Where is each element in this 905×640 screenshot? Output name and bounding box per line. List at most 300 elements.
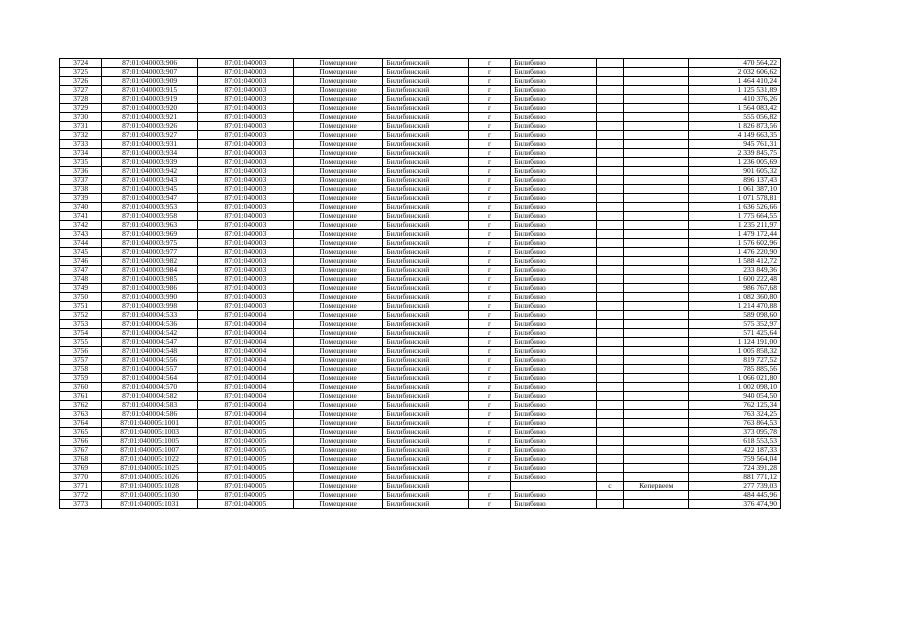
- settlement-name-cell: Билибино: [511, 401, 596, 410]
- table-row: [60, 203, 781, 212]
- locality-name-cell: [624, 59, 689, 68]
- locality-name-cell: [624, 185, 689, 194]
- object-type-cell: Помещение: [293, 68, 383, 77]
- cadastral-quarter-cell: 87:01:040004: [198, 365, 294, 374]
- settlement-type-cell: г: [468, 131, 510, 140]
- locality-type-cell: [596, 185, 624, 194]
- locality-type-cell: [596, 194, 624, 203]
- row-number-cell: 3733: [60, 140, 102, 149]
- cadastral-quarter-cell: 87:01:040004: [198, 338, 294, 347]
- cadastral-value-cell: 1 061 387,10: [689, 185, 781, 194]
- locality-name-cell: [624, 113, 689, 122]
- table-row: [60, 221, 781, 230]
- row-number-cell: 3758: [60, 365, 102, 374]
- settlement-type-cell: г: [468, 176, 510, 185]
- cadastral-quarter-cell: 87:01:040003: [198, 266, 294, 275]
- settlement-name-cell: Билибино: [511, 320, 596, 329]
- table-row: [60, 212, 781, 221]
- cadastral-quarter-cell: 87:01:040005: [198, 473, 294, 482]
- object-type-cell: Помещение: [293, 293, 383, 302]
- locality-name-cell: [624, 311, 689, 320]
- table-row: [60, 104, 781, 113]
- row-number-cell: 3756: [60, 347, 102, 356]
- row-number-cell: 3731: [60, 122, 102, 131]
- cadastral-number-cell: 87:01:040003:985: [102, 275, 198, 284]
- locality-name-cell: [624, 203, 689, 212]
- district-cell: Билибинский: [383, 473, 468, 482]
- row-number-cell: 3749: [60, 284, 102, 293]
- cadastral-number-cell: 87:01:040003:909: [102, 77, 198, 86]
- settlement-name-cell: Билибино: [511, 257, 596, 266]
- cadastral-value-cell: 1 214 470,88: [689, 302, 781, 311]
- settlement-name-cell: Билибино: [511, 284, 596, 293]
- locality-type-cell: [596, 455, 624, 464]
- table-row: [60, 446, 781, 455]
- locality-type-cell: [596, 500, 624, 509]
- row-number-cell: 3748: [60, 275, 102, 284]
- object-type-cell: Помещение: [293, 284, 383, 293]
- cadastral-quarter-cell: 87:01:040005: [198, 491, 294, 500]
- table-row: [60, 167, 781, 176]
- cadastral-quarter-cell: 87:01:040003: [198, 113, 294, 122]
- settlement-name-cell: Билибино: [511, 68, 596, 77]
- cadastral-value-cell: 763 324,25: [689, 410, 781, 419]
- settlement-type-cell: г: [468, 266, 510, 275]
- settlement-type-cell: г: [468, 203, 510, 212]
- cadastral-number-cell: 87:01:040003:921: [102, 113, 198, 122]
- locality-type-cell: [596, 356, 624, 365]
- settlement-type-cell: г: [468, 311, 510, 320]
- row-number-cell: 3764: [60, 419, 102, 428]
- table-row: [60, 185, 781, 194]
- row-number-cell: 3741: [60, 212, 102, 221]
- settlement-type-cell: г: [468, 329, 510, 338]
- object-type-cell: Помещение: [293, 491, 383, 500]
- district-cell: Билибинский: [383, 392, 468, 401]
- object-type-cell: Помещение: [293, 482, 383, 491]
- settlement-name-cell: Билибино: [511, 248, 596, 257]
- cadastral-number-cell: 87:01:040005:1022: [102, 455, 198, 464]
- settlement-type-cell: г: [468, 347, 510, 356]
- locality-type-cell: [596, 203, 624, 212]
- settlement-name-cell: Билибино: [511, 392, 596, 401]
- table-row: [60, 392, 781, 401]
- cadastral-value-cell: 762 125,34: [689, 401, 781, 410]
- locality-type-cell: [596, 464, 624, 473]
- object-type-cell: Помещение: [293, 455, 383, 464]
- district-cell: Билибинский: [383, 248, 468, 257]
- cadastral-number-cell: 87:01:040003:915: [102, 86, 198, 95]
- row-number-cell: 3726: [60, 77, 102, 86]
- cadastral-value-cell: 555 056,82: [689, 113, 781, 122]
- settlement-name-cell: Билибино: [511, 59, 596, 68]
- cadastral-value-cell: 422 187,33: [689, 446, 781, 455]
- cadastral-number-cell: 87:01:040003:939: [102, 158, 198, 167]
- locality-name-cell: [624, 446, 689, 455]
- district-cell: Билибинский: [383, 86, 468, 95]
- locality-type-cell: [596, 311, 624, 320]
- cadastral-quarter-cell: 87:01:040003: [198, 185, 294, 194]
- settlement-name-cell: Билибино: [511, 149, 596, 158]
- locality-type-cell: [596, 293, 624, 302]
- object-type-cell: Помещение: [293, 185, 383, 194]
- district-cell: Билибинский: [383, 104, 468, 113]
- cadastral-number-cell: 87:01:040003:920: [102, 104, 198, 113]
- object-type-cell: Помещение: [293, 347, 383, 356]
- locality-type-cell: [596, 95, 624, 104]
- cadastral-value-cell: 410 376,26: [689, 95, 781, 104]
- district-cell: Билибинский: [383, 401, 468, 410]
- district-cell: Билибинский: [383, 446, 468, 455]
- cadastral-quarter-cell: 87:01:040003: [198, 104, 294, 113]
- settlement-type-cell: г: [468, 320, 510, 329]
- locality-name-cell: [624, 167, 689, 176]
- settlement-type-cell: г: [468, 401, 510, 410]
- object-type-cell: Помещение: [293, 401, 383, 410]
- district-cell: Билибинский: [383, 356, 468, 365]
- object-type-cell: Помещение: [293, 95, 383, 104]
- row-number-cell: 3743: [60, 230, 102, 239]
- locality-name-cell: [624, 221, 689, 230]
- object-type-cell: Помещение: [293, 104, 383, 113]
- cadastral-value-cell: 901 605,32: [689, 167, 781, 176]
- cadastral-value-cell: 571 425,64: [689, 329, 781, 338]
- settlement-name-cell: Билибино: [511, 158, 596, 167]
- cadastral-value-cell: 4 149 663,35: [689, 131, 781, 140]
- row-number-cell: 3750: [60, 293, 102, 302]
- table-row: [60, 428, 781, 437]
- cadastral-number-cell: 87:01:040004:586: [102, 410, 198, 419]
- table-row: [60, 257, 781, 266]
- cadastral-quarter-cell: 87:01:040003: [198, 158, 294, 167]
- settlement-type-cell: г: [468, 284, 510, 293]
- cadastral-quarter-cell: 87:01:040005: [198, 446, 294, 455]
- district-cell: Билибинский: [383, 383, 468, 392]
- cadastral-quarter-cell: 87:01:040005: [198, 455, 294, 464]
- cadastral-value-cell: 1 235 211,97: [689, 221, 781, 230]
- cadastral-number-cell: 87:01:040003:919: [102, 95, 198, 104]
- table-row: [60, 419, 781, 428]
- row-number-cell: 3728: [60, 95, 102, 104]
- cadastral-number-cell: 87:01:040003:926: [102, 122, 198, 131]
- district-cell: Билибинский: [383, 113, 468, 122]
- cadastral-number-cell: 87:01:040005:1026: [102, 473, 198, 482]
- locality-type-cell: [596, 410, 624, 419]
- cadastral-value-cell: 1 576 602,96: [689, 239, 781, 248]
- cadastral-quarter-cell: 87:01:040003: [198, 230, 294, 239]
- district-cell: Билибинский: [383, 266, 468, 275]
- locality-type-cell: [596, 392, 624, 401]
- settlement-name-cell: Билибино: [511, 194, 596, 203]
- settlement-type-cell: г: [468, 158, 510, 167]
- object-type-cell: Помещение: [293, 158, 383, 167]
- row-number-cell: 3761: [60, 392, 102, 401]
- cadastral-number-cell: 87:01:040003:907: [102, 68, 198, 77]
- locality-type-cell: [596, 275, 624, 284]
- cadastral-value-cell: 819 727,52: [689, 356, 781, 365]
- table-row: [60, 266, 781, 275]
- locality-type-cell: [596, 284, 624, 293]
- district-cell: Билибинский: [383, 320, 468, 329]
- district-cell: Билибинский: [383, 500, 468, 509]
- table-row: [60, 284, 781, 293]
- cadastral-number-cell: 87:01:040004:533: [102, 311, 198, 320]
- locality-name-cell: [624, 131, 689, 140]
- settlement-type-cell: г: [468, 356, 510, 365]
- cadastral-number-cell: 87:01:040004:536: [102, 320, 198, 329]
- object-type-cell: Помещение: [293, 203, 383, 212]
- settlement-name-cell: Билибино: [511, 95, 596, 104]
- cadastral-quarter-cell: 87:01:040004: [198, 356, 294, 365]
- cadastral-quarter-cell: 87:01:040003: [198, 248, 294, 257]
- settlement-type-cell: г: [468, 464, 510, 473]
- cadastral-value-cell: 940 054,50: [689, 392, 781, 401]
- settlement-name-cell: Билибино: [511, 383, 596, 392]
- row-number-cell: 3770: [60, 473, 102, 482]
- district-cell: Билибинский: [383, 221, 468, 230]
- cadastral-quarter-cell: 87:01:040004: [198, 374, 294, 383]
- cadastral-number-cell: 87:01:040003:984: [102, 266, 198, 275]
- row-number-cell: 3745: [60, 248, 102, 257]
- locality-type-cell: [596, 248, 624, 257]
- locality-name-cell: [624, 140, 689, 149]
- object-type-cell: Помещение: [293, 500, 383, 509]
- district-cell: Билибинский: [383, 365, 468, 374]
- settlement-name-cell: Билибино: [511, 203, 596, 212]
- cadastral-number-cell: 87:01:040004:583: [102, 401, 198, 410]
- cadastral-number-cell: 87:01:040003:942: [102, 167, 198, 176]
- settlement-name-cell: Билибино: [511, 131, 596, 140]
- settlement-type-cell: г: [468, 257, 510, 266]
- row-number-cell: 3757: [60, 356, 102, 365]
- locality-type-cell: [596, 140, 624, 149]
- district-cell: Билибинский: [383, 374, 468, 383]
- table-row: [60, 302, 781, 311]
- row-number-cell: 3742: [60, 221, 102, 230]
- cadastral-value-cell: 1 464 410,24: [689, 77, 781, 86]
- cadastral-value-cell: 470 564,22: [689, 59, 781, 68]
- district-cell: Билибинский: [383, 275, 468, 284]
- cadastral-value-cell: 1 082 360,80: [689, 293, 781, 302]
- cadastral-quarter-cell: 87:01:040003: [198, 194, 294, 203]
- settlement-name-cell: Билибино: [511, 473, 596, 482]
- settlement-name-cell: Билибино: [511, 338, 596, 347]
- locality-type-cell: [596, 149, 624, 158]
- cadastral-quarter-cell: 87:01:040003: [198, 239, 294, 248]
- locality-name-cell: [624, 239, 689, 248]
- district-cell: Билибинский: [383, 410, 468, 419]
- locality-name-cell: [624, 293, 689, 302]
- row-number-cell: 3763: [60, 410, 102, 419]
- settlement-type-cell: г: [468, 221, 510, 230]
- settlement-name-cell: Билибино: [511, 239, 596, 248]
- row-number-cell: 3740: [60, 203, 102, 212]
- table-row: [60, 131, 781, 140]
- cadastral-quarter-cell: 87:01:040003: [198, 77, 294, 86]
- locality-type-cell: [596, 176, 624, 185]
- object-type-cell: Помещение: [293, 59, 383, 68]
- district-cell: Билибинский: [383, 428, 468, 437]
- district-cell: Билибинский: [383, 239, 468, 248]
- locality-type-cell: [596, 491, 624, 500]
- settlement-type-cell: г: [468, 410, 510, 419]
- locality-type-cell: [596, 419, 624, 428]
- row-number-cell: 3735: [60, 158, 102, 167]
- district-cell: Билибинский: [383, 77, 468, 86]
- settlement-name-cell: Билибино: [511, 122, 596, 131]
- table-row: [60, 374, 781, 383]
- table-row: [60, 482, 781, 491]
- locality-name-cell: [624, 86, 689, 95]
- table-row: [60, 158, 781, 167]
- settlement-name-cell: Билибино: [511, 266, 596, 275]
- settlement-name-cell: Билибино: [511, 230, 596, 239]
- cadastral-number-cell: 87:01:040005:1031: [102, 500, 198, 509]
- settlement-type-cell: г: [468, 230, 510, 239]
- row-number-cell: 3746: [60, 257, 102, 266]
- cadastral-quarter-cell: 87:01:040003: [198, 302, 294, 311]
- row-number-cell: 3730: [60, 113, 102, 122]
- cadastral-value-cell: 1 124 191,00: [689, 338, 781, 347]
- locality-name-cell: [624, 356, 689, 365]
- locality-type-cell: [596, 302, 624, 311]
- row-number-cell: 3734: [60, 149, 102, 158]
- cadastral-quarter-cell: 87:01:040003: [198, 167, 294, 176]
- settlement-type-cell: г: [468, 428, 510, 437]
- settlement-name-cell: Билибино: [511, 347, 596, 356]
- table-row: [60, 293, 781, 302]
- cadastral-number-cell: 87:01:040004:547: [102, 338, 198, 347]
- table-row: [60, 68, 781, 77]
- locality-type-cell: [596, 167, 624, 176]
- row-number-cell: 3747: [60, 266, 102, 275]
- cadastral-number-cell: 87:01:040003:982: [102, 257, 198, 266]
- cadastral-value-cell: 484 445,96: [689, 491, 781, 500]
- table-row: [60, 77, 781, 86]
- object-type-cell: Помещение: [293, 221, 383, 230]
- cadastral-value-cell: 233 849,36: [689, 266, 781, 275]
- object-type-cell: Помещение: [293, 356, 383, 365]
- cadastral-number-cell: 87:01:040004:556: [102, 356, 198, 365]
- settlement-name-cell: Билибино: [511, 185, 596, 194]
- row-number-cell: 3739: [60, 194, 102, 203]
- settlement-type-cell: г: [468, 122, 510, 131]
- district-cell: Билибинский: [383, 419, 468, 428]
- cadastral-quarter-cell: 87:01:040004: [198, 401, 294, 410]
- table-row: [60, 176, 781, 185]
- cadastral-value-cell: 759 564,04: [689, 455, 781, 464]
- table-row: [60, 356, 781, 365]
- locality-name-cell: [624, 428, 689, 437]
- cadastral-number-cell: 87:01:040005:1001: [102, 419, 198, 428]
- object-type-cell: Помещение: [293, 122, 383, 131]
- district-cell: Билибинский: [383, 338, 468, 347]
- settlement-name-cell: Билибино: [511, 221, 596, 230]
- district-cell: Билибинский: [383, 455, 468, 464]
- locality-name-cell: [624, 248, 689, 257]
- cadastral-value-cell: 1 826 873,56: [689, 122, 781, 131]
- cadastral-quarter-cell: 87:01:040003: [198, 59, 294, 68]
- locality-name-cell: [624, 329, 689, 338]
- settlement-name-cell: [511, 482, 596, 491]
- object-type-cell: Помещение: [293, 176, 383, 185]
- settlement-name-cell: Билибино: [511, 446, 596, 455]
- cadastral-quarter-cell: 87:01:040003: [198, 284, 294, 293]
- cadastral-number-cell: 87:01:040004:548: [102, 347, 198, 356]
- locality-name-cell: [624, 464, 689, 473]
- cadastral-number-cell: 87:01:040005:1003: [102, 428, 198, 437]
- table-row: [60, 86, 781, 95]
- district-cell: Билибинский: [383, 68, 468, 77]
- object-type-cell: Помещение: [293, 212, 383, 221]
- cadastral-quarter-cell: 87:01:040003: [198, 257, 294, 266]
- district-cell: Билибинский: [383, 149, 468, 158]
- district-cell: Билибинский: [383, 329, 468, 338]
- locality-name-cell: [624, 149, 689, 158]
- settlement-type-cell: г: [468, 212, 510, 221]
- settlement-name-cell: Билибино: [511, 410, 596, 419]
- settlement-type-cell: г: [468, 275, 510, 284]
- cadastral-value-cell: 1 476 220,90: [689, 248, 781, 257]
- cadastral-number-cell: 87:01:040003:977: [102, 248, 198, 257]
- cadastral-quarter-cell: 87:01:040003: [198, 221, 294, 230]
- locality-name-cell: [624, 77, 689, 86]
- settlement-name-cell: Билибино: [511, 428, 596, 437]
- object-type-cell: Помещение: [293, 302, 383, 311]
- settlement-name-cell: Билибино: [511, 491, 596, 500]
- cadastral-quarter-cell: 87:01:040003: [198, 275, 294, 284]
- table-row: [60, 230, 781, 239]
- cadastral-number-cell: 87:01:040004:570: [102, 383, 198, 392]
- cadastral-value-cell: 896 137,43: [689, 176, 781, 185]
- settlement-name-cell: Билибино: [511, 275, 596, 284]
- cadastral-value-cell: 1 125 531,89: [689, 86, 781, 95]
- table-row: [60, 140, 781, 149]
- settlement-name-cell: Билибино: [511, 437, 596, 446]
- settlement-type-cell: г: [468, 392, 510, 401]
- locality-name-cell: [624, 104, 689, 113]
- table-row: [60, 401, 781, 410]
- cadastral-number-cell: 87:01:040003:931: [102, 140, 198, 149]
- locality-name-cell: [624, 410, 689, 419]
- cadastral-value-cell: 945 761,31: [689, 140, 781, 149]
- cadastral-value-cell: 373 095,78: [689, 428, 781, 437]
- table-row: [60, 347, 781, 356]
- cadastral-value-cell: 575 352,97: [689, 320, 781, 329]
- row-number-cell: 3724: [60, 59, 102, 68]
- cadastral-number-cell: 87:01:040003:945: [102, 185, 198, 194]
- row-number-cell: 3729: [60, 104, 102, 113]
- cadastral-value-cell: 1 600 222,48: [689, 275, 781, 284]
- row-number-cell: 3772: [60, 491, 102, 500]
- settlement-name-cell: Билибино: [511, 113, 596, 122]
- locality-type-cell: [596, 473, 624, 482]
- cadastral-number-cell: 87:01:040003:953: [102, 203, 198, 212]
- settlement-name-cell: Билибино: [511, 86, 596, 95]
- cadastral-value-cell: 986 767,68: [689, 284, 781, 293]
- table-row: [60, 455, 781, 464]
- row-number-cell: 3765: [60, 428, 102, 437]
- row-number-cell: 3744: [60, 239, 102, 248]
- settlement-type-cell: г: [468, 248, 510, 257]
- locality-type-cell: [596, 86, 624, 95]
- table-row: [60, 338, 781, 347]
- settlement-type-cell: г: [468, 491, 510, 500]
- object-type-cell: Помещение: [293, 131, 383, 140]
- object-type-cell: Помещение: [293, 194, 383, 203]
- cadastral-quarter-cell: 87:01:040003: [198, 149, 294, 158]
- cadastral-quarter-cell: 87:01:040004: [198, 392, 294, 401]
